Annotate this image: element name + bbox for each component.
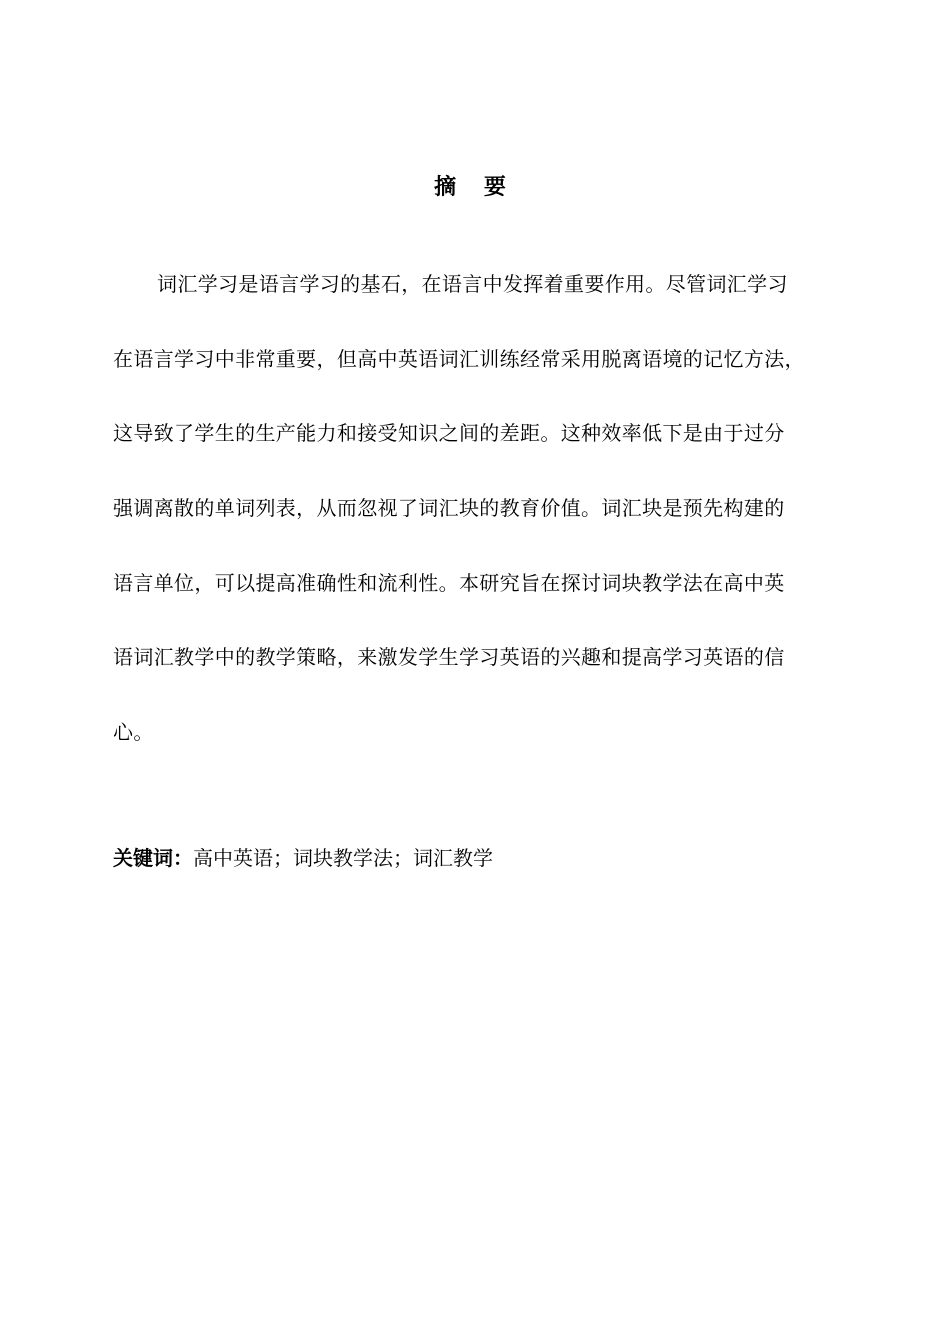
abstract-line: 语词汇教学中的教学策略，来激发学生学习英语的兴趣和提高学习英语的信 <box>113 645 785 670</box>
abstract-line: 心。 <box>113 720 154 745</box>
abstract-line: 语言单位，可以提高准确性和流利性。本研究旨在探讨词块教学法在高中英 <box>113 570 785 595</box>
abstract-line: 强调离散的单词列表，从而忽视了词汇块的教育价值。词汇块是预先构建的 <box>113 496 785 521</box>
abstract-body <box>113 262 863 785</box>
keywords-line <box>113 838 493 878</box>
abstract-title: 摘 要 <box>434 175 516 200</box>
abstract-line: 词汇学习是语言学习的基石，在语言中发挥着重要作用。尽管词汇学习 <box>157 272 788 296</box>
keywords-value: 高中英语；词块教学法；词汇教学 <box>193 846 493 870</box>
keywords-label: 关键词： <box>113 846 193 870</box>
abstract-line: 这导致了学生的生产能力和接受知识之间的差距。这种效率低下是由于过分 <box>113 421 785 446</box>
abstract-line: 在语言学习中非常重要，但高中英语词汇训练经常采用脱离语境的记忆方法， <box>113 346 805 371</box>
